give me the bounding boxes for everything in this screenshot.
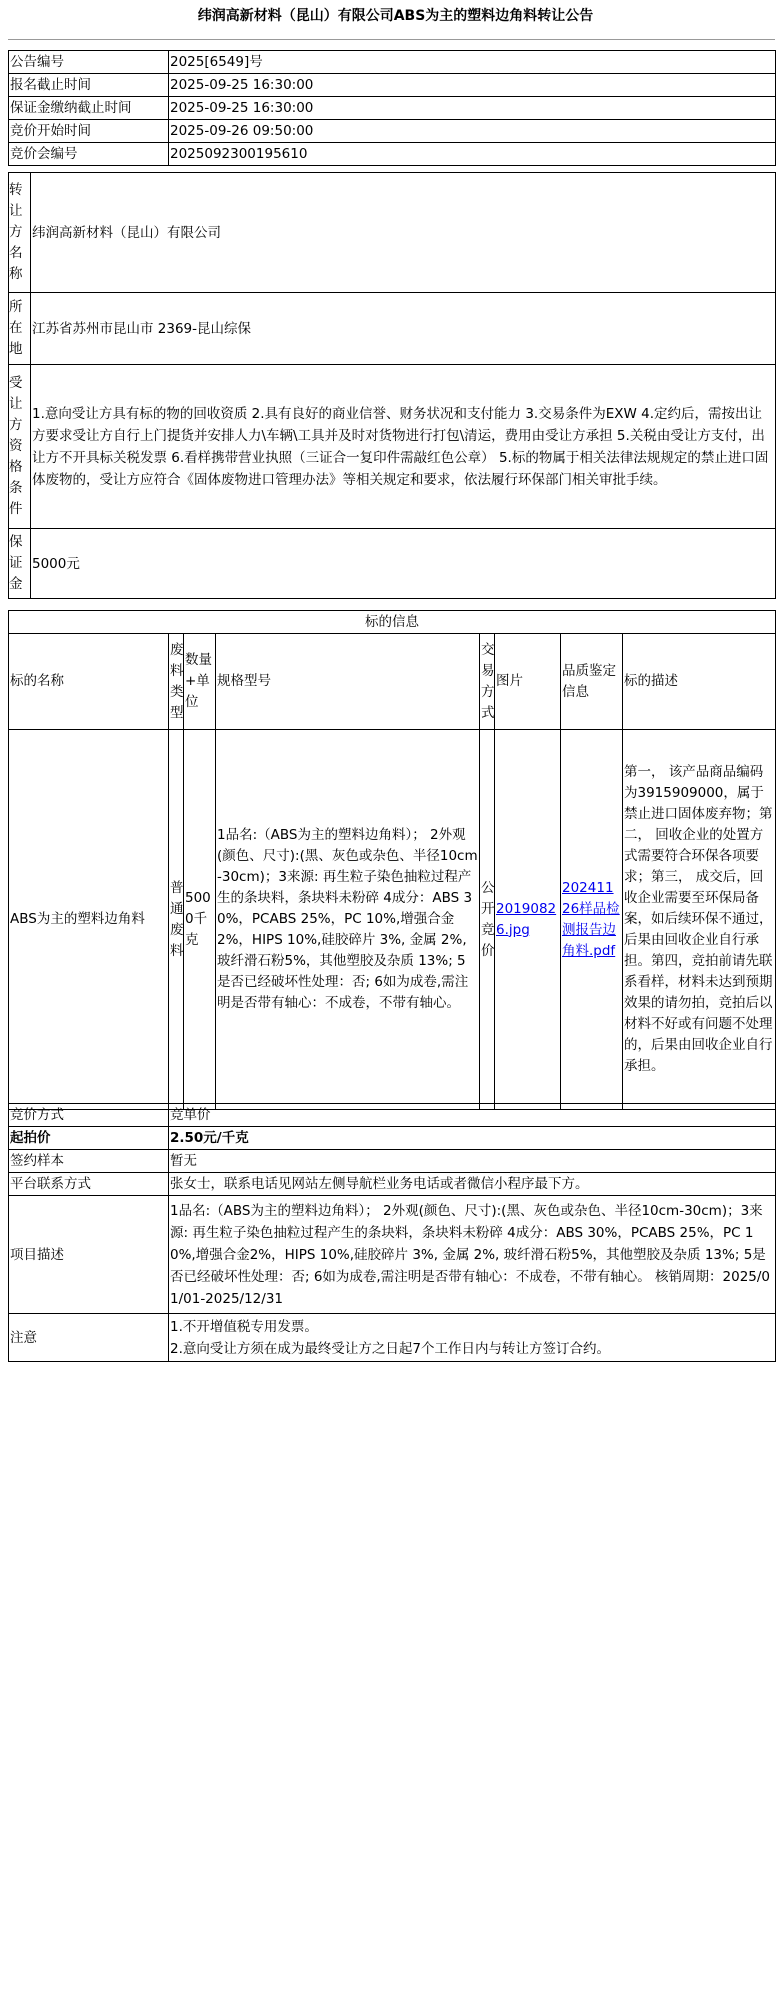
bidding-info-table [8, 1103, 776, 1362]
info-value: 2025-09-25 16:30:00 [169, 74, 776, 97]
table-row [9, 730, 776, 1110]
table-row [9, 173, 776, 293]
header-quantity-unit: 数量+单位 [184, 634, 216, 730]
header-spec: 规格型号 [216, 634, 480, 730]
sample-value: 暂无 [169, 1150, 776, 1173]
header-waste-type: 废料类型 [169, 634, 184, 730]
notes-label: 注意 [9, 1314, 169, 1362]
note-item: 1.不开增值税专用发票。 [170, 1318, 318, 1335]
start-price-label: 起拍价 [9, 1127, 169, 1150]
qualification-label: 受让方资格条件 [9, 365, 31, 529]
title-divider [8, 39, 775, 40]
start-price-value: 2.50元/千克 [169, 1127, 776, 1150]
project-label: 项目描述 [9, 1196, 169, 1314]
announcement-page [8, 0, 783, 1357]
table-row [9, 143, 776, 166]
info-value: 2025-09-25 16:30:00 [169, 97, 776, 120]
info-label: 报名截止时间 [9, 74, 169, 97]
notes-value [169, 1314, 776, 1362]
info-value: 2025092300195610 [169, 143, 776, 166]
table-row [9, 74, 776, 97]
section-title: 标的信息 [9, 611, 776, 634]
basic-info-table [8, 50, 776, 166]
item-info-table [8, 610, 776, 1110]
bid-method-label: 竞价方式 [9, 1104, 169, 1127]
contact-value: 张女士，联系电话见网站左侧导航栏业务电话或者微信小程序最下方。 [169, 1173, 776, 1196]
item-trade-method: 公开竞价 [480, 730, 495, 1110]
item-description: 第一， 该产品商品编码为3915909000，属于禁止进口固体废弃物；第二， 回收企业的处置方式需要符合环保各项要求；第三， 成交后，回收企业需要至环保局备案，如后续环保不通过，后果由回收企业自行承担。第四，竞拍前请先联系看样，材料未达到预期效果的请勿拍，竞拍后以材料不好或有问题不处理的，后果由回收企业自行承担。 [623, 730, 776, 1110]
header-image: 图片 [495, 634, 561, 730]
table-row [9, 1104, 776, 1127]
transferor-name-value: 纬润高新材料（昆山）有限公司 [31, 173, 776, 293]
table-row [9, 1127, 776, 1150]
table-row [9, 1173, 776, 1196]
table-header-row [9, 634, 776, 730]
page-title: 纬润高新材料（昆山）有限公司ABS为主的塑料边角料转让公告 [197, 8, 594, 24]
item-name: ABS为主的塑料边角料 [9, 730, 169, 1110]
table-row [9, 1196, 776, 1314]
qualification-value: 1.意向受让方具有标的物的回收资质 2.具有良好的商业信誉、财务状况和支付能力 3.交易条件为EXW 4.定约后，需按出让方要求受让方自行上门提货并安排人力\车辆\工具并及时对货物进行打包\清运，费用由受让方承担 5.关税由受让方支付，出让方不开具标关税发票 6.看样携带营业执照（三证合一复印件需敲红色公章） 5.标的物属于相关法律法规规定的禁止进口固体废物的，受让方应符合《固体废物进口管理办法》等相关规定和要求，依法履行环保部门相关审批手续。 [31, 365, 776, 529]
info-label: 竞价会编号 [9, 143, 169, 166]
info-label: 竞价开始时间 [9, 120, 169, 143]
table-row [9, 1314, 776, 1362]
table-row [9, 120, 776, 143]
contact-label: 平台联系方式 [9, 1173, 169, 1196]
item-quality-cell [561, 730, 623, 1110]
info-label: 保证金缴纳截止时间 [9, 97, 169, 120]
quality-report-link[interactable]: 20241126样品检测报告边角料.pdf [562, 879, 620, 959]
note-item: 2.意向受让方须在成为最终受让方之日起7个工作日内与转让方签订合约。 [170, 1340, 610, 1357]
transferor-name-label: 转让方名称 [9, 173, 31, 293]
header-description: 标的描述 [623, 634, 776, 730]
table-row [9, 1150, 776, 1173]
deposit-label: 保证金 [9, 529, 31, 599]
item-image-cell [495, 730, 561, 1110]
header-quality: 品质鉴定信息 [561, 634, 623, 730]
deposit-value: 5000元 [31, 529, 776, 599]
project-value: 1品名:（ABS为主的塑料边角料）； 2外观(颜色、尺寸):(黑、灰色或杂色、半径10cm-30cm)；3来源: 再生粒子染色抽粒过程产生的条块料，条块料未粉碎 4成分：ABS 30%，PCABS 25%，PC 10%,增强合金2%，HIPS 10%,硅胶碎片 3%, 金属 2%, 玻纤滑石粉5%，其他塑胶及杂质 13%; 5是否已经破坏性处理：否; 6如为成卷,需注明是否带有轴心：不成卷，不带有轴心。 核销周期：2025/01/01-2025/12/31 [169, 1196, 776, 1314]
transferor-address-value: 江苏省苏州市昆山市 2369-昆山综保 [31, 293, 776, 365]
table-row [9, 529, 776, 599]
table-row [9, 97, 776, 120]
header-trade-method: 交易方式 [480, 634, 495, 730]
bid-method-value: 竞单价 [169, 1104, 776, 1127]
sample-label: 签约样本 [9, 1150, 169, 1173]
transferor-address-label: 所在地 [9, 293, 31, 365]
transferor-table [8, 172, 776, 599]
table-row [9, 293, 776, 365]
image-link[interactable]: 20190826.jpg [496, 900, 557, 938]
item-spec: 1品名:（ABS为主的塑料边角料）； 2外观(颜色、尺寸):(黑、灰色或杂色、半径10cm-30cm)；3来源: 再生粒子染色抽粒过程产生的条块料，条块料未粉碎 4成分：ABS 30%，PCABS 25%，PC 10%,增强合金2%，HIPS 10%,硅胶碎片 3%, 金属 2%, 玻纤滑石粉5%，其他塑胶及杂质 13%; 5是否已经破坏性处理：否; 6如为成卷,需注明是否带有轴心：不成卷，不带有轴心。 [216, 730, 480, 1110]
header-name: 标的名称 [9, 634, 169, 730]
item-waste-type: 普通废料 [169, 730, 184, 1110]
table-row [9, 365, 776, 529]
table-row [9, 51, 776, 74]
info-label: 公告编号 [9, 51, 169, 74]
item-quantity-unit: 5000千克 [184, 730, 216, 1110]
table-row [9, 611, 776, 634]
info-value: 2025-09-26 09:50:00 [169, 120, 776, 143]
info-value: 2025[6549]号 [169, 51, 776, 74]
